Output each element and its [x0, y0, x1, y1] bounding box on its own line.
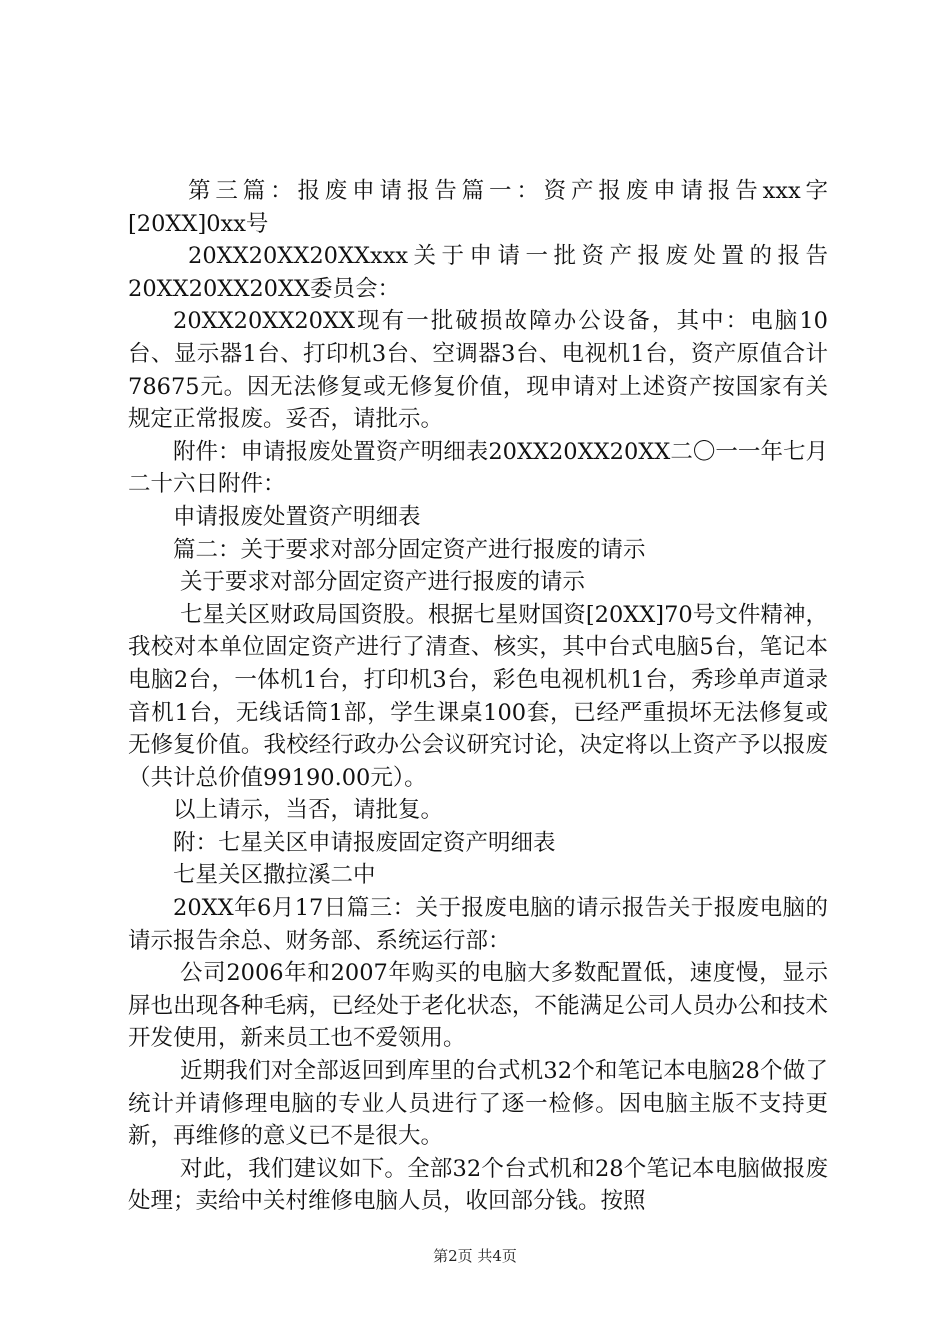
paragraph-1: 第三篇：报废申请报告篇一：资产报废申请报告xxx字[20XX]0xx号	[128, 178, 828, 237]
document-body	[128, 175, 828, 1218]
paragraph-2: 20XX20XX20XXxxx关于申请一批资产报废处置的报告20XX20XX20XX委员会：	[128, 243, 828, 302]
paragraph-14: 近期我们对全部返回到库里的台式机32个和笔记本电脑28个做了统计并请修理电脑的专业人员进行了逐一检修。因电脑主版不支持更新，再维修的意义已不是很大。	[128, 1058, 828, 1150]
paragraph-10: 附：七星关区申请报废固定资产明细表	[173, 829, 556, 856]
paragraph-15: 对此，我们建议如下。全部32个台式机和28个笔记本电脑做报废处理；卖给中关村维修电脑人员，收回部分钱。按照	[128, 1155, 828, 1215]
page-footer: 第2页 共4页	[433, 1247, 517, 1265]
paragraph-5: 申请报废处置资产明细表	[173, 503, 421, 530]
paragraph-3: 20XX20XX20XX现有一批破损故障办公设备，其中：电脑10台、显示器1台、打印机3台、空调器3台、电视机1台，资产原值合计78675元。因无法修复或无修复价值，现申请对上述资产按国家有关规定正常报废。妥否，请批示。	[128, 308, 828, 433]
paragraph-7: 关于要求对部分固定资产进行报废的请示	[180, 569, 586, 596]
paragraph-8: 七星关区财政局国资股。根据七星财国资[20XX]70号文件精神，我校对本单位固定资产进行了清查、核实，其中台式电脑5台，笔记本电脑2台，一体机1台，打印机3台，彩色电视机机1台，秀珍单声道录音机1台，无线话筒1部，学生课桌100套，已经严重损坏无法修复或无修复价值。我校经行政办公会议研究讨论，决定将以上资产予以报废（共计总价值99190.00元）。	[128, 601, 828, 791]
paragraph-6: 篇二：关于要求对部分固定资产进行报废的请示	[173, 536, 646, 563]
paragraph-12: 20XX年6月17日篇三：关于报废电脑的请示报告关于报废电脑的请示报告余总、财务部、系统运行部：	[128, 895, 828, 954]
paragraph-13: 公司2006年和2007年购买的电脑大多数配置低，速度慢，显示屏也出现各种毛病，已经处于老化状态，不能满足公司人员办公和技术开发使用，新来员工也不爱领用。	[128, 960, 828, 1052]
paragraph-11: 七星关区撒拉溪二中	[173, 862, 376, 889]
paragraph-4: 附件：申请报废处置资产明细表20XX20XX20XX二〇一一年七月二十六日附件：	[128, 438, 828, 498]
paragraph-9: 以上请示，当否，请批复。	[173, 797, 444, 824]
